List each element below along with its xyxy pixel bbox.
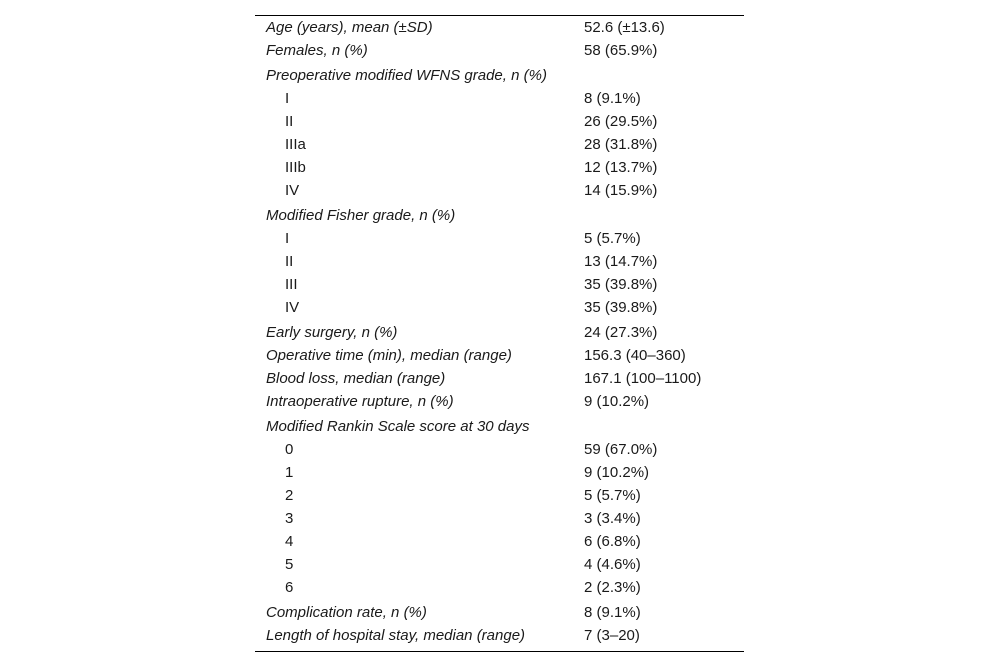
table-row	[255, 344, 744, 367]
table-row	[255, 156, 744, 179]
data-table	[255, 15, 744, 652]
row-value: 26 (29.5%)	[584, 113, 658, 130]
row-value: 35 (39.8%)	[584, 276, 658, 293]
table-row	[255, 507, 744, 530]
row-label: I	[285, 90, 290, 107]
row-value: 3 (3.4%)	[584, 510, 641, 527]
row-label: Length of hospital stay, median (range)	[266, 627, 526, 644]
row-label: Modified Rankin Scale score at 30 days	[266, 418, 530, 435]
row-label: II	[285, 113, 294, 130]
table-row	[255, 204, 744, 227]
table-row	[255, 39, 744, 62]
table-row	[255, 250, 744, 273]
table-row	[255, 110, 744, 133]
table-row	[255, 415, 744, 438]
row-value: 9 (10.2%)	[584, 464, 650, 481]
table-row	[255, 576, 744, 599]
table-row	[255, 321, 744, 344]
row-value: 28 (31.8%)	[584, 136, 658, 153]
row-label: IIIb	[285, 159, 306, 176]
row-value: 14 (15.9%)	[584, 182, 658, 199]
row-label: Complication rate, n (%)	[266, 604, 427, 621]
row-label: 6	[285, 579, 294, 596]
row-label: Modified Fisher grade, n (%)	[266, 207, 456, 224]
row-value: 9 (10.2%)	[584, 393, 650, 410]
table-row	[255, 484, 744, 507]
row-value: 8 (9.1%)	[584, 90, 641, 107]
row-value: 8 (9.1%)	[584, 604, 641, 621]
table-row	[255, 367, 744, 390]
row-value: 12 (13.7%)	[584, 159, 658, 176]
row-label: 5	[285, 556, 294, 573]
table-row	[255, 16, 744, 39]
row-value: 52.6 (±13.6)	[584, 19, 665, 36]
table-row	[255, 624, 744, 647]
table-row	[255, 601, 744, 624]
row-value: 58 (65.9%)	[584, 42, 658, 59]
row-value: 167.1 (100–1100)	[584, 370, 702, 387]
row-label: III	[285, 276, 298, 293]
row-value: 59 (67.0%)	[584, 441, 658, 458]
row-label: II	[285, 253, 294, 270]
row-label: 4	[285, 533, 294, 550]
row-label: Females, n (%)	[266, 42, 368, 59]
table-row	[255, 64, 744, 87]
row-value: 156.3 (40–360)	[584, 347, 686, 364]
table-row	[255, 296, 744, 319]
table-row	[255, 530, 744, 553]
row-label: IIIa	[285, 136, 306, 153]
row-label: IV	[285, 299, 300, 316]
row-label: I	[285, 230, 290, 247]
row-value: 2 (2.3%)	[584, 579, 641, 596]
table-row	[255, 87, 744, 110]
table-row	[255, 553, 744, 576]
row-label: 3	[285, 510, 294, 527]
row-label: IV	[285, 182, 300, 199]
row-label: Early surgery, n (%)	[266, 324, 398, 341]
row-value: 6 (6.8%)	[584, 533, 641, 550]
row-value: 24 (27.3%)	[584, 324, 658, 341]
table-row	[255, 390, 744, 413]
row-value: 13 (14.7%)	[584, 253, 658, 270]
table-row	[255, 133, 744, 156]
row-value: 4 (4.6%)	[584, 556, 641, 573]
row-label: Preoperative modified WFNS grade, n (%)	[266, 67, 547, 84]
table-body	[255, 16, 744, 647]
table-row	[255, 273, 744, 296]
table-row	[255, 179, 744, 202]
row-label: Intraoperative rupture, n (%)	[266, 393, 454, 410]
table-row	[255, 461, 744, 484]
row-value: 5 (5.7%)	[584, 487, 641, 504]
row-label: Blood loss, median (range)	[266, 370, 446, 387]
row-value: 35 (39.8%)	[584, 299, 658, 316]
table-row	[255, 438, 744, 461]
row-label: 2	[285, 487, 294, 504]
row-value: 7 (3–20)	[584, 627, 640, 644]
row-value: 5 (5.7%)	[584, 230, 641, 247]
row-label: 0	[285, 441, 294, 458]
row-label: 1	[285, 464, 294, 481]
row-label: Age (years), mean (±SD)	[266, 19, 433, 36]
row-label: Operative time (min), median (range)	[266, 347, 512, 364]
table-row	[255, 227, 744, 250]
